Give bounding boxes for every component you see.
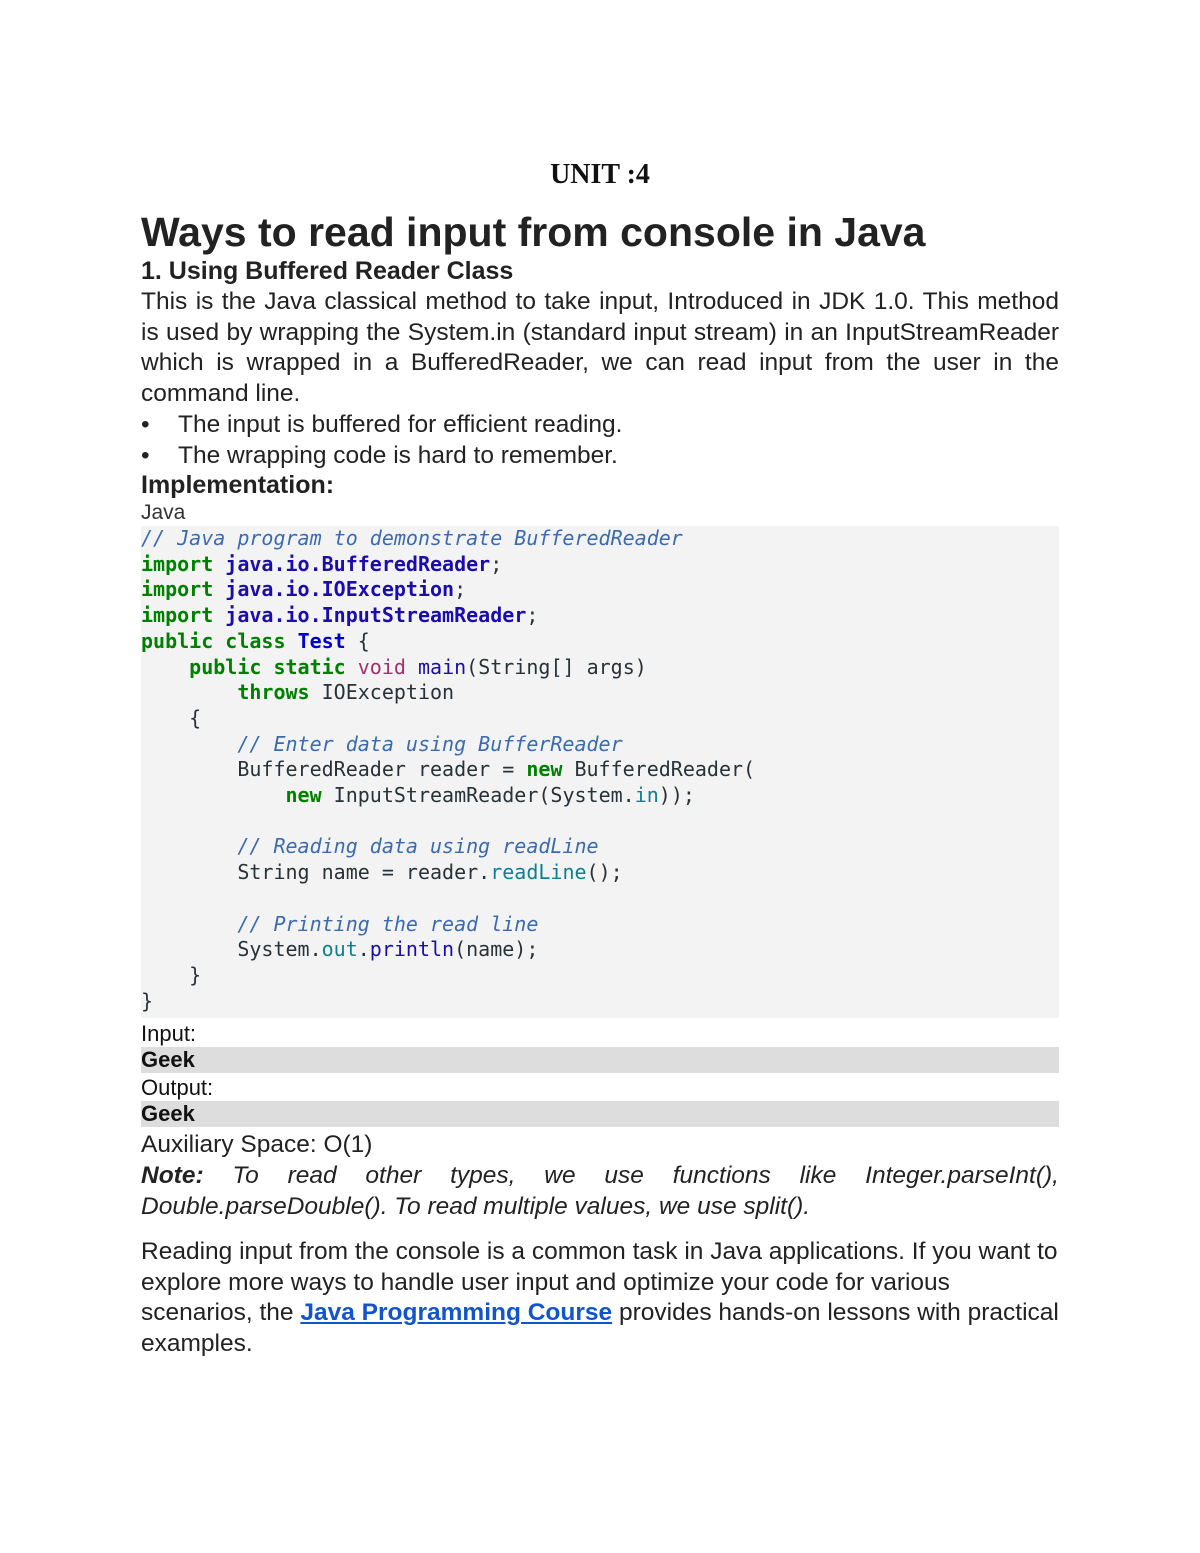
code-line: } <box>141 962 202 987</box>
bullet-text: The wrapping code is hard to remember. <box>178 442 618 469</box>
code-line: throws IOException <box>237 680 455 705</box>
code-line: public static void main(String[] args) <box>189 654 647 679</box>
list-item <box>141 440 622 471</box>
course-link[interactable]: Java Programming Course <box>300 1299 613 1326</box>
unit-heading: UNIT :4 <box>550 159 650 190</box>
list-item <box>141 409 622 440</box>
code-line: new InputStreamReader(System.in)); <box>285 783 695 808</box>
code-line: // Java program to demonstrate BufferedReader <box>141 526 683 550</box>
code-line: // Enter data using BufferReader <box>237 731 623 756</box>
closing-text-before: Reading input from the console is a common task in Java applications. If you want to explore more ways to handle user input and optimize your code for various scenarios, the <box>141 1238 1058 1326</box>
code-line: } <box>141 988 154 1013</box>
closing-paragraph <box>141 1237 1059 1359</box>
input-value: Geek <box>141 1047 1059 1073</box>
language-label: Java <box>141 501 186 524</box>
input-label: Input: <box>141 1021 197 1046</box>
code-line: import java.io.IOException; <box>141 577 467 602</box>
code-line: BufferedReader reader = new BufferedReader( <box>141 757 756 782</box>
intro-paragraph: This is the Java classical method to take input, Introduced in JDK 1.0. This method is used by wrapping the System.in (standard input stream) in an InputStreamReader which is wrapped in a BufferedReader, we can read input from the user in the command line. <box>141 288 1059 407</box>
implementation-label: Implementation: <box>141 471 335 499</box>
code-line: // Printing the read line <box>237 911 539 936</box>
code-block[interactable] <box>141 526 1059 1018</box>
bullet-text: The input is buffered for efficient reading. <box>178 411 623 438</box>
code-line: import java.io.InputStreamReader; <box>141 603 539 628</box>
note-label: Note: <box>141 1162 204 1189</box>
closing-text-after: provides hands-on lessons with practical examples. <box>141 1299 1059 1357</box>
code-line <box>141 886 1059 912</box>
output-value: Geek <box>141 1101 1059 1127</box>
auxiliary-space: Auxiliary Space: O(1) <box>141 1131 373 1158</box>
note-paragraph <box>141 1160 1059 1222</box>
note-text: To read other types, we use functions like Integer.parseInt(), Double.parseDouble(). To read multiple values, we use split(). <box>141 1162 1059 1220</box>
code-line: String name = reader.readLine(); <box>141 860 623 885</box>
code-line <box>141 809 1059 835</box>
page-title: Ways to read input from console in Java <box>141 209 926 255</box>
code-text <box>141 526 1059 1014</box>
section-heading: 1. Using Buffered Reader Class <box>141 257 514 285</box>
code-line: import java.io.BufferedReader; <box>141 551 503 576</box>
code-line: System.out.println(name); <box>141 937 539 962</box>
output-label: Output: <box>141 1075 214 1100</box>
code-line: { <box>141 705 202 730</box>
bullet-icon: • <box>141 442 150 469</box>
code-line: // Reading data using readLine <box>237 834 599 859</box>
code-line: public class Test { <box>141 628 370 653</box>
bullet-icon: • <box>141 411 150 438</box>
bullet-list <box>141 409 622 471</box>
